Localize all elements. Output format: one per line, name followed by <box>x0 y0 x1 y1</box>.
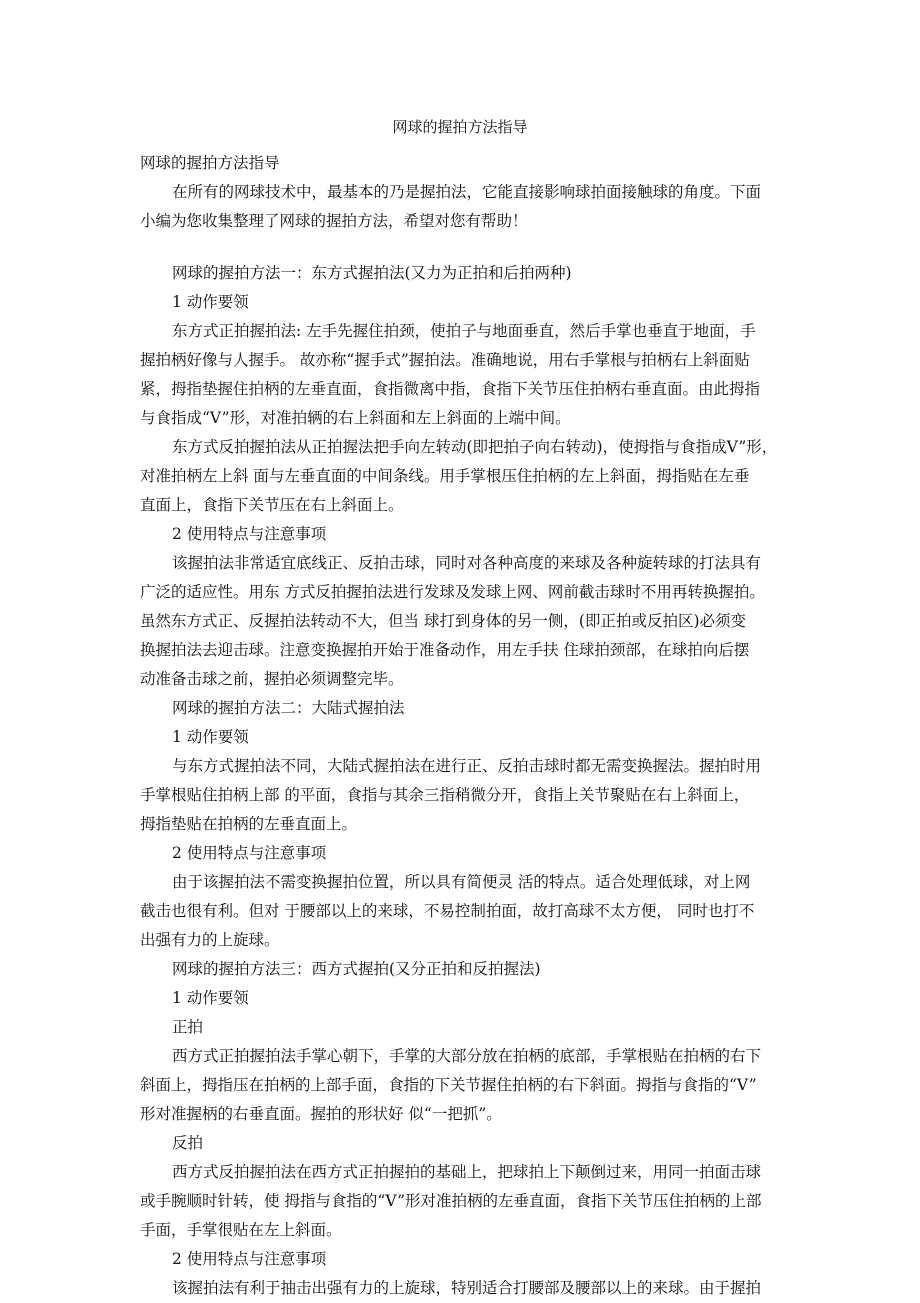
text-line: 形对准握柄的右垂直面。握拍的形状好 似“一把抓”。 <box>140 1105 502 1123</box>
text-line: 斜面上，拇指压在拍柄的上部手面，食指的下关节握住拍柄的右下斜面。拇指与食指的“V” <box>140 1076 757 1094</box>
text-line: 由于该握拍法不需变换握拍位置，所以具有简便灵 活的特点。适合处理低球，对上网 <box>172 873 751 891</box>
text-line: 手面，手掌很贴在左上斜面。 <box>140 1221 342 1239</box>
text-line: 手掌根贴住拍柄上部 的平面，食指与其余三指稍微分开，食指上关节聚贴在右上斜面上， <box>140 786 750 804</box>
text-line: 对准拍柄左上斜 面与左垂直面的中间条线。用手掌根压住拍柄的左上斜面，拇指贴在左垂 <box>140 467 750 485</box>
blank-line <box>140 236 784 259</box>
text-line: 紧，拇指垫握住拍柄的左垂直面，食指微离中指，食指下关节压住拍柄右垂直面。由此拇指 <box>140 380 761 398</box>
text-line: 网球的握拍方法指导 <box>140 154 280 172</box>
text-line: 截击也很有利。但对 于腰部以上的来球，不易控制拍面，故打高球不太方便， 同时也打不 <box>140 902 755 920</box>
document-body <box>140 149 784 1303</box>
text-line: 2 使用特点与注意事项 <box>172 1250 327 1268</box>
text-line: 1 动作要领 <box>172 989 249 1007</box>
text-line: 该握拍法有利于抽击出强有力的上旋球，特别适合打腰部及腰部以上的来球。由于握拍 <box>172 1279 762 1297</box>
text-line: 西方式正拍握拍法手掌心朝下，手掌的大部分放在拍柄的底部，手掌根贴在拍柄的右下 <box>172 1047 762 1065</box>
text-line: 与东方式握拍法不同，大陆式握拍法在进行正、反拍击球时都无需变换握法。握拍时用 <box>172 757 762 775</box>
text-line: 换握拍法去迎击球。注意变换握拍开始于准备动作，用左手扶 住球拍颈部，在球拍向后摆 <box>140 641 750 659</box>
text-line: 直面上，食指下关节压在右上斜面上。 <box>140 496 404 514</box>
text-line: 该握拍法非常适宜底线正、反拍击球，同时对各种高度的来球及各种旋转球的打法具有 <box>172 554 762 572</box>
text-line: 网球的握拍方法三：西方式握拍(又分正拍和反拍握法) <box>172 960 541 978</box>
text-line: 反拍 <box>172 1134 204 1152</box>
text-line: 拇指垫贴在拍柄的左垂直面上。 <box>140 815 358 833</box>
text-line: 出强有力的上旋球。 <box>140 931 280 949</box>
document-title: 网球的握拍方法指导 <box>392 118 528 136</box>
text-line: 握拍柄好像与人握手。 故亦称“握手式”握拍法。准确地说，用右手掌根与拍柄右上斜面贴 <box>140 351 750 369</box>
text-line: 或手腕顺时针转，使 拇指与食指的“V”形对准拍柄的左垂直面，食指下关节压住拍柄的上部 <box>140 1192 762 1210</box>
text-line: 广泛的适应性。用东 方式反拍握拍法进行发球及发球上网、网前截击球时不用再转换握拍。 <box>140 583 765 601</box>
text-line: 网球的握拍方法一：东方式握拍法(又力为正拍和后拍两种) <box>172 264 572 282</box>
text-line: 西方式反拍握拍法在西方式正拍握拍的基础上，把球拍上下颠倒过来，用同一拍面击球 <box>172 1163 762 1181</box>
text-line: 与食指成“V”形，对准拍辆的右上斜面和左上斜面的上端中间。 <box>140 409 571 427</box>
text-line: 东方式正拍握拍法: 左手先握住拍颈，使拍子与地面垂直，然后手掌也垂直于地面，手 <box>172 322 756 340</box>
text-line: 小编为您收集整理了网球的握拍方法，希望对您有帮助！ <box>140 212 528 230</box>
text-line: 1 动作要领 <box>172 728 249 746</box>
text-line: 东方式反拍握拍法从正拍握法把手向左转动(即把拍子向右转动)，使拇指与食指成V”形， <box>172 438 778 456</box>
text-line: 网球的握拍方法二：大陆式握拍法 <box>172 699 405 717</box>
text-line: 2 使用特点与注意事项 <box>172 844 327 862</box>
text-line: 1 动作要领 <box>172 293 249 311</box>
text-line: 虽然东方式正、反握拍法转动不大，但当 球打到身体的另一侧，(即正拍或反拍区)必须变 <box>140 612 747 630</box>
text-line: 2 使用特点与注意事项 <box>172 525 327 543</box>
text-line: 正拍 <box>172 1018 204 1036</box>
text-line: 在所有的网球技术中，最基本的乃是握拍法，它能直接影响球拍面接触球的角度。下面 <box>172 183 762 201</box>
text-line: 动准备击球之前，握拍必须调整完毕。 <box>140 670 404 688</box>
